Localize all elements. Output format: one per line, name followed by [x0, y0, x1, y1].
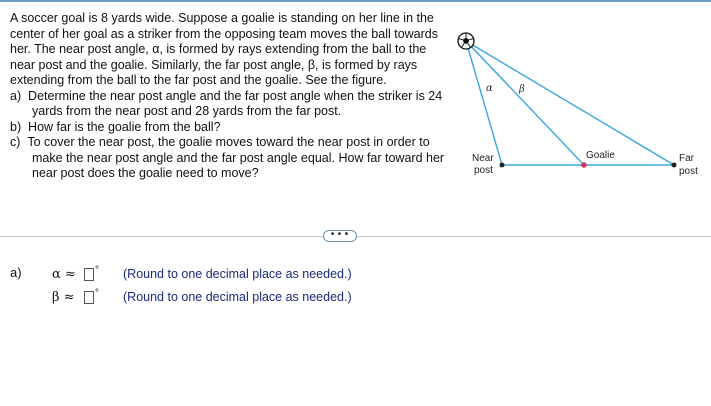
far-post-dot — [672, 163, 677, 168]
near-post-label-2: post — [474, 165, 493, 176]
goal-figure — [452, 24, 707, 184]
problem-intro: A soccer goal is 8 yards wide. Suppose a goalie is standing on her line in the center of her goal as a striker from the opposing team moves the ball towards her. The near post angle, α, is formed by rays extending from the ball to the near post and the goalie. Similarly, the far post angle, β, is formed by rays extending from the ball to the far post and the goalie. See the figure. — [10, 11, 438, 87]
beta-answer-input[interactable] — [84, 291, 94, 304]
problem-part-b: b) How far is the goalie from the ball? — [10, 119, 221, 134]
alpha-label: α — [486, 83, 493, 94]
alpha-degree-symbol: ° — [95, 264, 99, 276]
near-post-label-1: Near — [472, 153, 494, 164]
soccer-ball-icon — [458, 33, 474, 49]
problem-part-c: c) To cover the near post, the goalie moves toward the near post in order to make the near post angle and the far post angle equal. How far toward her near post does the goalie need to move? — [10, 135, 445, 180]
top-border — [0, 0, 711, 2]
answer-part-label: a) — [10, 265, 22, 280]
alpha-rounding-hint: (Round to one decimal place as needed.) — [123, 267, 352, 281]
near-post-dot — [500, 163, 505, 168]
goalie-dot — [581, 162, 587, 168]
far-post-label-2: post — [679, 166, 698, 177]
beta-symbol: β ≈ — [52, 289, 75, 305]
alpha-answer-input[interactable] — [84, 268, 94, 281]
beta-degree-symbol: ° — [95, 287, 99, 299]
problem-statement — [10, 11, 450, 182]
beta-answer-row — [52, 289, 99, 305]
alpha-symbol: α ≈ — [52, 266, 76, 282]
goalie-label: Goalie — [586, 150, 615, 161]
beta-label: β — [519, 84, 525, 95]
more-options-button[interactable]: ••• — [323, 230, 357, 242]
alpha-answer-row — [52, 266, 99, 282]
problem-part-a: a) Determine the near post angle and the far post angle when the striker is 24 yards from the near post and 28 yards from the far post. — [10, 88, 443, 118]
far-post-label-1: Far — [679, 153, 694, 164]
beta-rounding-hint: (Round to one decimal place as needed.) — [123, 290, 352, 304]
